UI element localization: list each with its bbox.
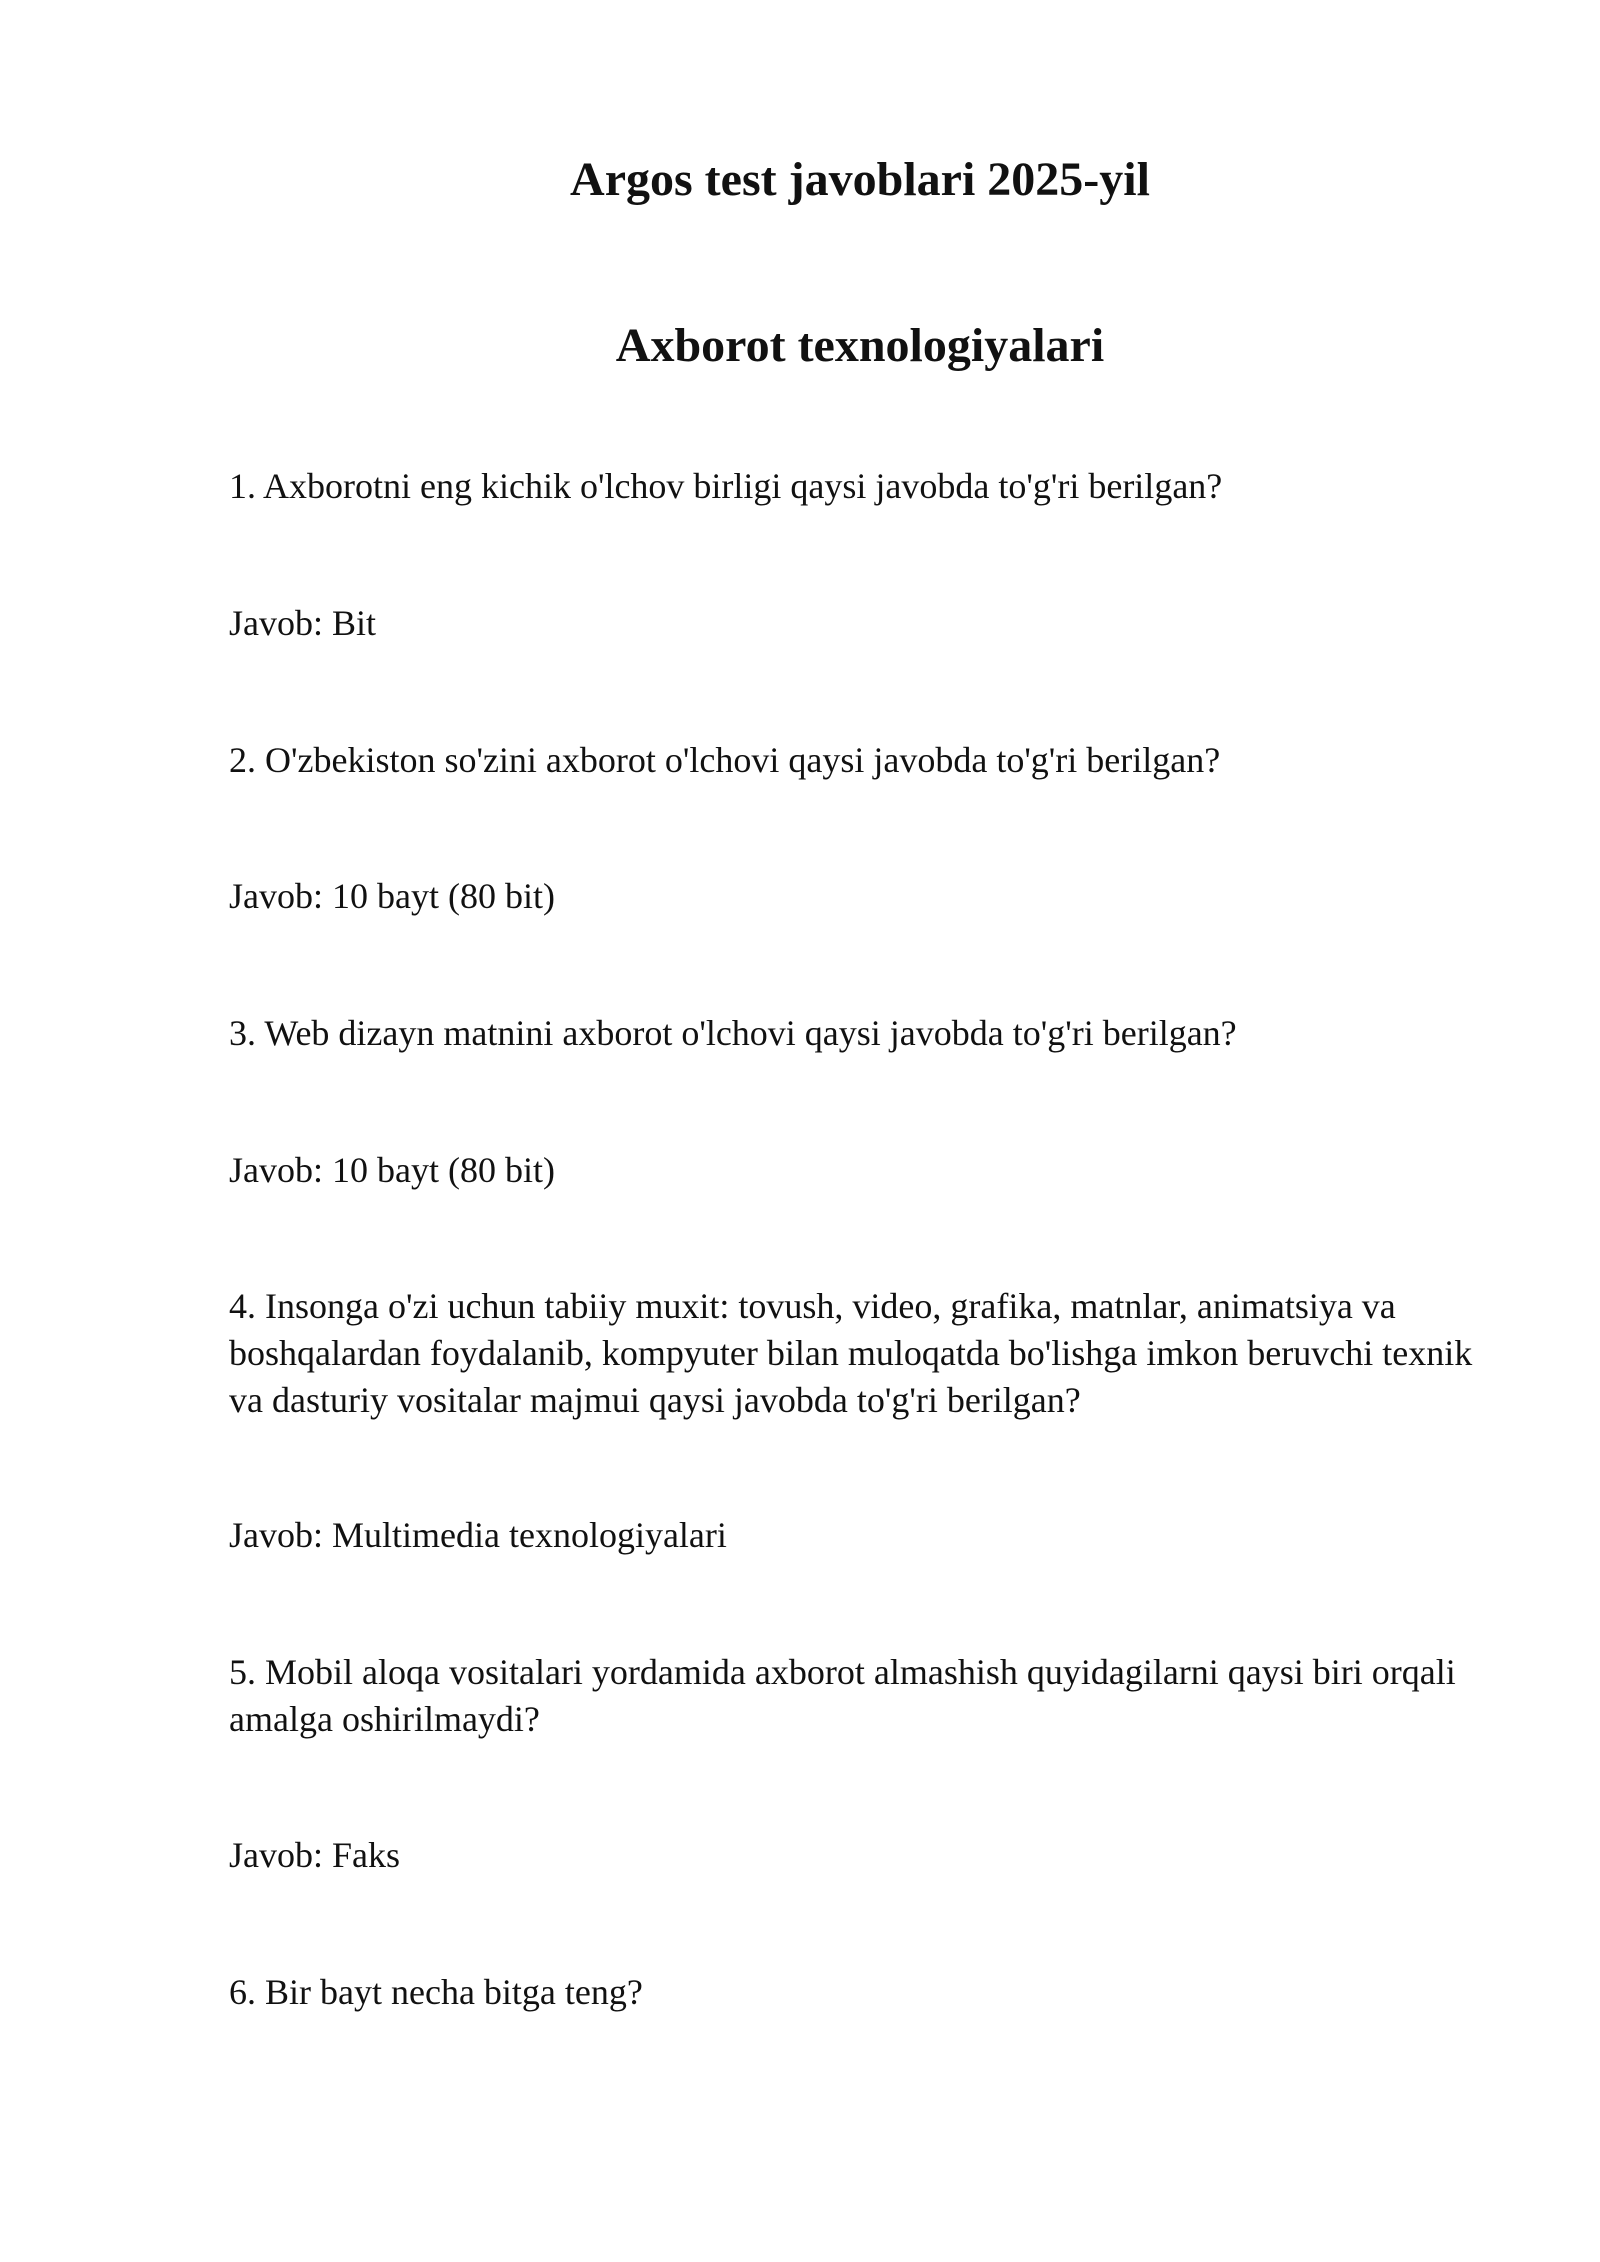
answer-5: Javob: Faks	[229, 1835, 400, 1875]
answer-4: Javob: Multimedia texnologiyalari	[229, 1515, 727, 1555]
answer-3: Javob: 10 bayt (80 bit)	[229, 1150, 555, 1190]
question-6: 6. Bir bayt necha bitga teng?	[229, 1972, 643, 2012]
question-3: 3. Web dizayn matnini axborot o'lchovi qaysi javobda to'g'ri berilgan?	[229, 1013, 1237, 1053]
answer-2: Javob: 10 bayt (80 bit)	[229, 876, 555, 916]
section-title: Axborot texnologiyalari	[615, 319, 1105, 372]
answer-1: Javob: Bit	[229, 603, 377, 643]
document-title: Argos test javoblari 2025-yil	[570, 153, 1150, 206]
question-1: 1. Axborotni eng kichik o'lchov birligi qaysi javobda to'g'ri berilgan?	[229, 466, 1223, 506]
question-5: 5. Mobil aloqa vositalari yordamida axborot almashish quyidagilarni qaysi biri orqali amalga oshirilmaydi?	[229, 1652, 1456, 1739]
question-4: 4. Insonga o'zi uchun tabiiy muxit: tovush, video, grafika, matnlar, animatsiya va boshqalardan foydalanib, kompyuter bilan muloqatda bo'lishga imkon beruvchi texnik va dasturiy vositalar majmui qaysi javobda to'g'ri berilgan?	[229, 1286, 1473, 1420]
question-2: 2. O'zbekiston so'zini axborot o'lchovi qaysi javobda to'g'ri berilgan?	[229, 740, 1221, 780]
